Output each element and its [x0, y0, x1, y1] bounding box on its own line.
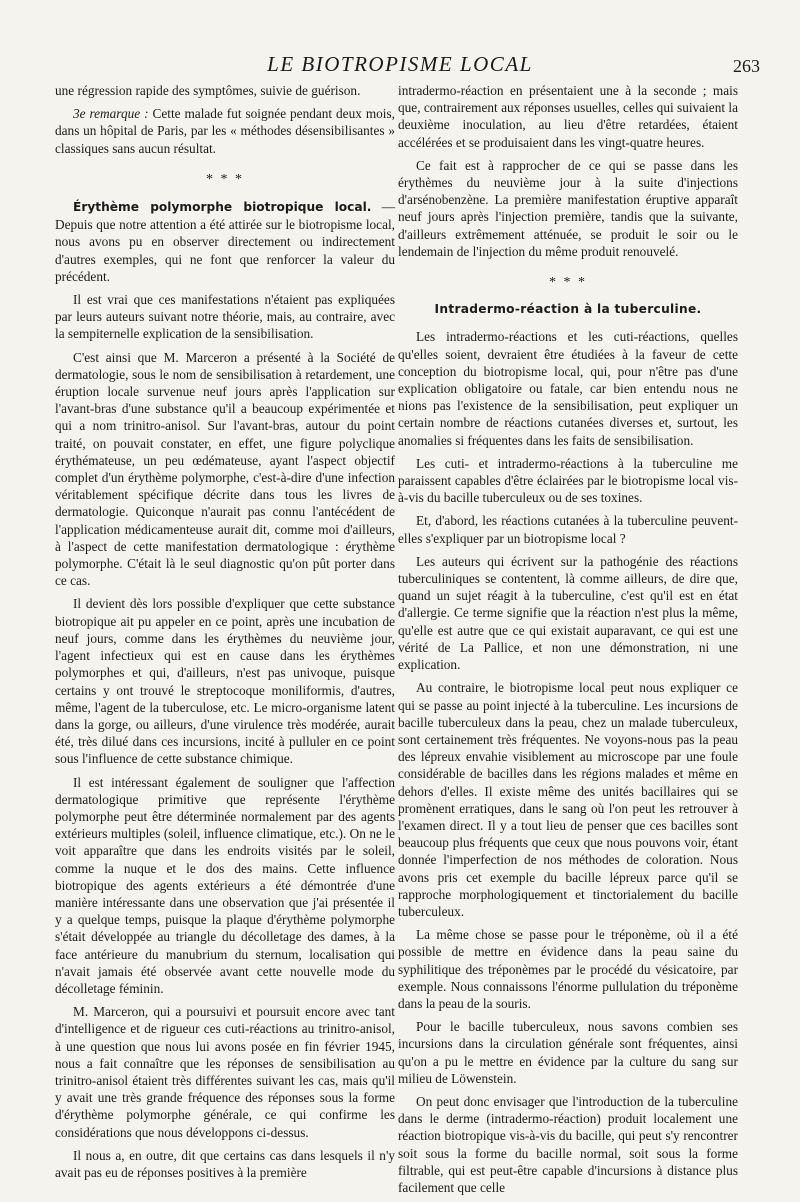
left-column	[55, 82, 395, 1187]
paragraph-erythema	[55, 198, 395, 285]
erythema-heading: Érythème polymorphe biotropique local.	[73, 200, 372, 215]
running-title: LE BIOTROPISME LOCAL	[267, 52, 533, 76]
paragraph-continue: intradermo-réaction en présentaient une à la seconde ; mais que, contrairement aux réponses usuelles, celles qui suivaient la deuxième inoculation, au lieu d'être retardées, étaient accélérées et se produisaient dans les vingt-quatre heures.	[398, 83, 738, 150]
remark-text: Cette malade fut soignée pendant deux mois, dans un hôpital de Paris, par les « méthodes désensibilisantes » classiques sans aucun résultat.	[55, 106, 395, 156]
paragraph-explained: Il est vrai que ces manifestations n'étaient pas expliquées par leurs auteurs suivant notre théorie, mais, au contraire, avec la sempiternelle explication de la sensibilisation.	[55, 292, 395, 342]
paragraph-treponeme: La même chose se passe pour le tréponème, où il a été possible de mettre en évidence dans la peau saine du syphilitique des tréponèmes par le procédé du vésicatoire, par exemple. Nous connaissons l'énorme pullulation du tréponème dans la peau de la souris.	[398, 927, 738, 1011]
erythema-text: — Depuis que notre attention a été attirée sur le biotropisme local, nous avons pu en observer directement ou indirectement d'autres exemples, qui ne font que renforcer la valeur du précédent.	[55, 199, 395, 284]
paragraph-intro: une régression rapide des symptômes, suivie de guérison.	[55, 83, 361, 98]
remark-lead: 3e remarque :	[73, 106, 149, 122]
paragraph-bacille: Pour le bacille tuberculeux, nous savons combien ses incursions dans la circulation générale sont fréquentes, ainsi qu'on a pu le mettre en évidence par la culture du sang sur milieu de Löwenstein.	[398, 1019, 738, 1086]
paragraph-first: Et, d'abord, les réactions cutanées à la tuberculine peuvent-elles s'expliquer par un biotropisme local ?	[398, 513, 738, 546]
paragraph-possible: Il devient dès lors possible d'expliquer que cette substance biotropique ait pu appeler en ce point, après une incubation de neuf jours, comme dans les érythèmes du neuvième jour, l'agent infectieux qui est en cause dans les érythèmes polymorphes et qui, d'ailleurs, n'est pas univoque, puisque certains y ont trouvé le streptocoque moniliformis, d'autres, même, l'agent de la tuberculose, etc. Le micro-organisme latent dans la gorge, ou ailleurs, d'une virulence très modérée, aurait été, très dilué dans ces incursions, incité à pulluler en ce point sous l'influence de cette substance chimique.	[55, 596, 395, 767]
paragraph-certain: Il nous a, en outre, dit que certains cas dans lesquels il n'y avait pas eu de réponses positives à la première	[55, 1147, 395, 1180]
right-column	[398, 82, 738, 1202]
paragraph-marceron-2: M. Marceron, qui a poursuivi et poursuit encore avec tant d'intelligence et de rigueur ces cuti-réactions au trinitro-anisol, à une question que nous lui avons posée en fin février 1945, nous a fait connaître que les réponses de sensibilisation au trinitro-anisol étaient très différentes suivant les cas, mais qu'il y avait une très grande fréquence des réponses sous la forme d'érythème polymorphe générale, ce qui confirme les considérations que nous développons ci-dessus.	[55, 1004, 395, 1140]
paragraph-interesting: Il est intéressant également de souligner que l'affection dermatologique primitive que représente l'érythème polymorphe peut être déterminée normalement par des agents extérieurs multiples (soleil, influence climatique, etc.). On ne le voit apparaître que dans les endroits visités par le soleil, comme la nuque et le dos des mains. Cette influence biotropique des agents extérieurs a été démontrée d'une manière intéressante dans une observation que j'ai présentée il y a quelque temps, puisque la plaque d'érythème polymorphe s'était développée au triangle du décolletage des dames, à la face antérieure du manubrium du sternum, localisation qui n'avait jamais été observée avant cette nouvelle mode du décolletage féminin.	[55, 774, 395, 996]
paragraph-marceron: C'est ainsi que M. Marceron a présenté à la Société de dermatologie, sous le nom de sensibilisation à retardement, une éruption locale survenue neuf jours après l'application sur l'avant-bras d'une substance qu'il a beaucoup expérimentée et qui a nom trinitro-anisol. Sur l'avant-bras, autour du point traité, on pouvait constater, en effet, une figure polyclique érythémateuse, un peu œdémateuse, ayant l'aspect objectif complet d'un érythème polymorphe, c'est-à-dire d'une infection véritablement spécifique décrite dans tous les livres de dermatologie. Quiconque n'aurait pas connu l'antécédent de l'application médicamenteuse aurait dit, comme moi d'ailleurs, à l'aspect de cette manifestation dermatologique : érythème polymorphe. C'était là le seul diagnostic qu'on pût porter dans ce cas.	[55, 349, 395, 589]
section-title-tuberculine: Intradermo-réaction à la tuberculine.	[434, 302, 702, 317]
section-divider-stars: * * *	[206, 171, 244, 187]
page-header	[0, 0, 800, 78]
paragraph-cuti: Les cuti- et intradermo-réactions à la tuberculine me paraissent capables d'être éclairées par le biotropisme local vis-à-vis du bacille tuberculeux ou de ses toxines.	[398, 455, 738, 506]
paragraph-intradermo: Les intradermo-réactions et les cuti-réactions, quelles qu'elles soient, devraient être étudiées à la faveur de cette conception du biotropisme local, qui, pour n'être pas d'une explication obligatoire ou fatale, car bien entendu nous ne nions pas l'existence de la sensibilisation, peut expliquer un certain nombre de réactions cutanées diverses et, surtout, les anomalies si fréquentes dans les faits de sensibilisation.	[398, 329, 738, 448]
paragraph-authors: Les auteurs qui écrivent sur la pathogénie des réactions tuberculiniques se contentent, là comme ailleurs, de dire que, quand un sujet réagit à la tuberculine, c'est qu'il est en état d'allergie. Ce terme signifie que la réaction n'est plus la même, qu'elle est autre que ce qui existait auparavant, ce qui est une vérité de La Pallice, et non une démonstration, ni une explication.	[398, 553, 738, 673]
page-number: 263	[733, 56, 760, 76]
paragraph-compare: Ce fait est à rapprocher de ce qui se passe dans les érythèmes du neuvième jour à la suite d'injections d'arsénobenzène. La première manifestation éruptive apparaît neuf jours après l'injection première, tandis que la suivante, d'ailleurs extrêmement atténuée, se produit le soir ou le lendemain de l'injection du même produit renouvelé.	[398, 157, 738, 259]
section-divider-stars-right: * * *	[549, 275, 587, 291]
paragraph-remark	[55, 105, 395, 157]
paragraph-envisage: On peut donc envisager que l'introduction de la tuberculine dans le derme (intradermo-réaction) produit localement une réaction biotropique vis-à-vis du bacille, qui peut s'y rencontrer soit sous la forme du bacille normal, soit sous la forme filtrable, qui est peut-être capable d'incursions à distance plus facilement que celle	[398, 1093, 738, 1195]
paragraph-contrary: Au contraire, le biotropisme local peut nous expliquer ce qui se passe au point injecté à la tuberculine. Les incursions de bacille tuberculeux dans la peau, chez un malade tuberculeux, sont certainement très fréquentes. Ne voyons-nous pas la peau des lépreux envahie visiblement au microscope par une foule considérable de bacilles dans les régions malades et même en dehors d'elles. Il existe même des unités bacillaires qui se promènent erratiques, dans le sang où l'on peut les retrouver à l'examen direct. Il y a tout lieu de penser que ces bacilles sont beaucoup plus fréquents que ceux que nous pouvons voir, étant donnée l'imperfection de nos méthodes de coloration. Nous avons pris cet exemple du bacille lépreux parce qu'il se rapproche morphologiquement et tinctorialement du bacille tuberculeux.	[398, 680, 738, 919]
